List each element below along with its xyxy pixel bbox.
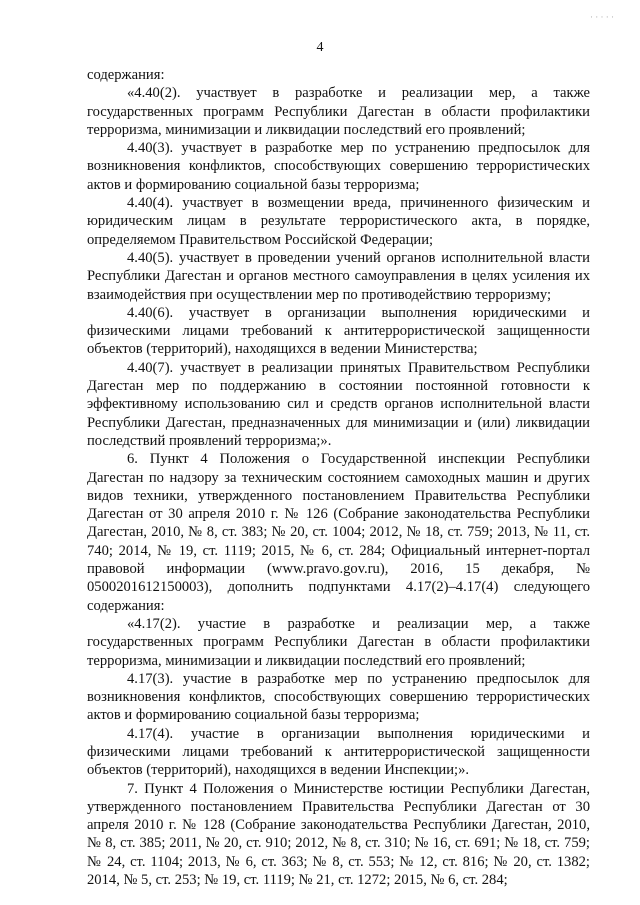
paragraph-4-40-2: «4.40(2). участвует в разработке и реализации мер, а также государственных программ Республики Дагестан в области профилактики терроризма, минимизации и ликвидации последствий его проявлений; xyxy=(87,85,590,138)
paragraph-4-40-6: 4.40(6). участвует в организации выполнения юридическими и физическими лицами требований к антитеррористической защищенности объектов (территорий), находящихся в ведении Министерства; xyxy=(87,304,590,358)
paragraph-4-17-4: 4.17(4). участие в организации выполнения юридическими и физическими лицами требований к антитеррористической защищенности объектов (территорий), находящихся в ведении Инспекции;». xyxy=(87,725,590,779)
document-body xyxy=(87,66,590,889)
paragraph-4-40-3: 4.40(3). участвует в разработке мер по устранению предпосылок для возникновения конфликтов, способствующих совершению террористических актов и формированию социальной базы терроризма; xyxy=(87,140,590,193)
paragraph-4-40-7: 4.40(7). участвует в реализации принятых Правительством Республики Дагестан мер по поддержанию в состоянии постоянной готовности к эффективному использованию сил и средств органов исполнительной власти Республики Дагестан, предназначенных для минимизации и (или) ликвидации последствий проявлений терроризма;». xyxy=(87,359,590,449)
scan-margin-mark: · · · · · xyxy=(590,12,614,22)
paragraph-item-6: 6. Пункт 4 Положения о Государственной инспекции Республики Дагестан по надзору за техническим состоянием самоходных машин и других видов техники, утвержденного постановлением Правительства Республики Дагестан от 30 апреля 2010 г. № 126 (Собрание законодательства Республики Дагестан, 2010, № 8, ст. 383; № 20, ст. 1004; 2012, № 18, ст. 759; 2013, № 11, ст. 740; 2014, № 19, ст. 1119; 2015, № 6, ст. 284; Официальный интернет-портал правовой информации (www.pravo.gov.ru), 2016, 15 декабря, № 0500201612150003), дополнить подпунктами 4.17(2)–4.17(4) следующего содержания: xyxy=(87,451,590,614)
paragraph-4-17-3: 4.17(3). участие в разработке мер по устранению предпосылок для возникновения конфликтов, способствующих совершению террористических актов и формированию социальной базы терроризма; xyxy=(87,670,590,724)
paragraph-4-40-5: 4.40(5). участвует в проведении учений органов исполнительной власти Республики Дагестан и органов местного самоуправления в целях усиления их взаимодействия при осуществлении мер по противодействию терроризму; xyxy=(87,249,590,303)
page-number: 4 xyxy=(316,40,324,55)
paragraph-intro: содержания: xyxy=(87,67,165,83)
paragraph-item-7: 7. Пункт 4 Положения о Министерстве юстиции Республики Дагестан, утвержденного постановлением Правительства Республики Дагестан от 30 апреля 2010 г. № 128 (Собрание законодательства Республики Дагестан, 2010, № 8, ст. 385; 2011, № 20, ст. 910; 2012, № 8, ст. 310; № 16, ст. 691; № 18, ст. 759; № 24, ст. 1104; 2013, № 6, ст. 363; № 8, ст. 553; № 12, ст. 816; № 20, ст. 1382; 2014, № 5, ст. 253; № 19, ст. 1119; № 21, ст. 1272; 2015, № 6, ст. 284; xyxy=(87,780,590,889)
paragraph-4-17-2: «4.17(2). участие в разработке и реализации мер, а также государственных программ Республики Дагестан в области профилактики терроризма, минимизации и ликвидации последствий его проявлений; xyxy=(87,615,590,669)
paragraph-4-40-4: 4.40(4). участвует в возмещении вреда, причиненного физическим и юридическим лицам в результате террористического акта, в порядке, определяемом Правительством Российской Федерации; xyxy=(87,195,590,248)
